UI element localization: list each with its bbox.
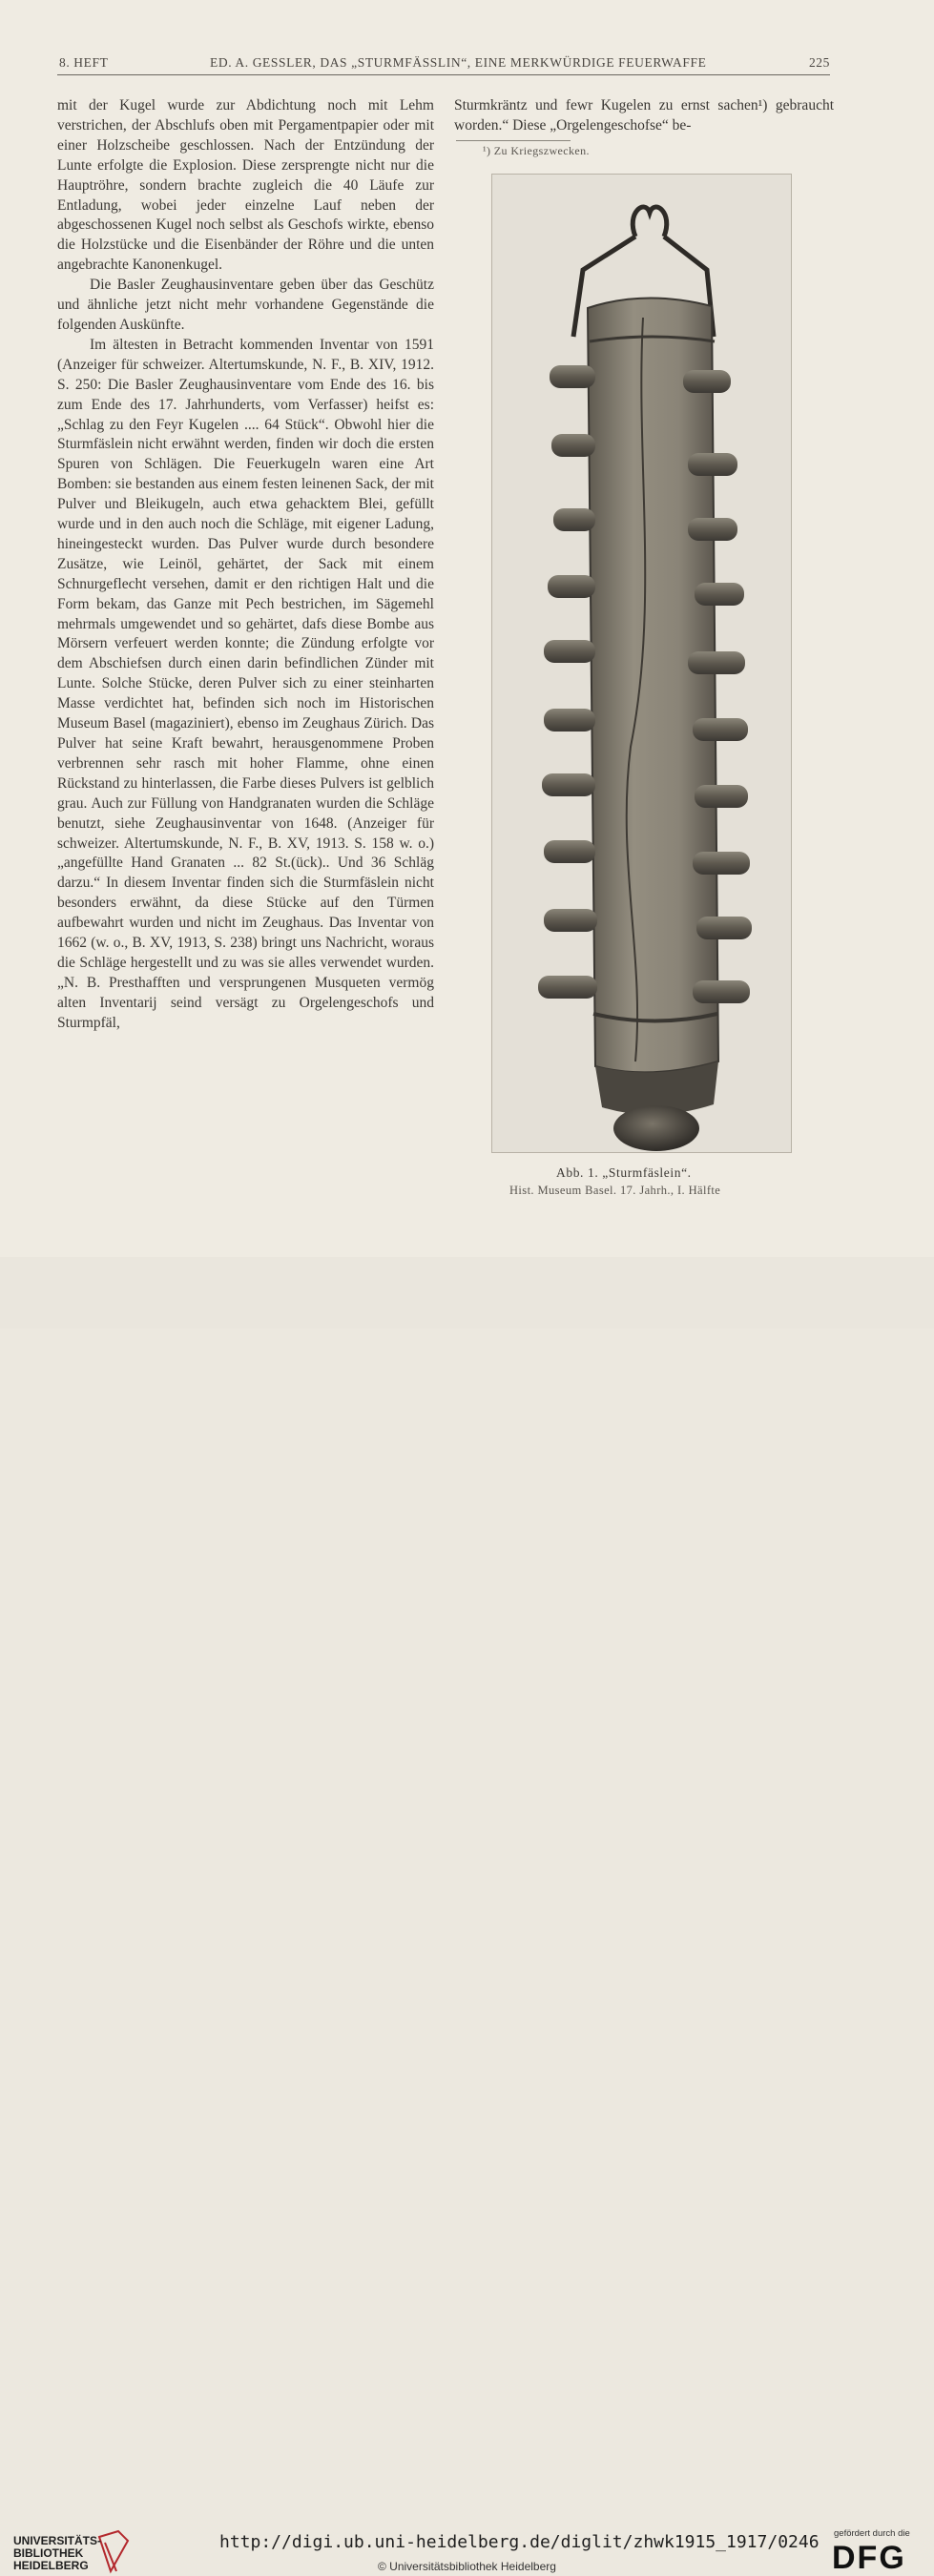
funded-by-label: gefördert durch die (834, 2528, 910, 2539)
barrel-tube (688, 651, 745, 674)
barrel-tube (688, 453, 737, 476)
figure-caption-source: Hist. Museum Basel. 17. Jahrh., I. Hälfte (509, 1184, 721, 1197)
barrel-tube (542, 773, 595, 796)
barrel-tube (544, 909, 597, 932)
barrel-tube (695, 583, 744, 606)
viewer-footer (0, 1257, 934, 2576)
sturmfaesslein-image (492, 175, 791, 1152)
barrel-body (588, 298, 718, 1072)
figure-caption-title: Abb. 1. „Sturmfäslein“. (556, 1165, 692, 1180)
figure-photo (491, 174, 792, 1153)
paragraph-3: Im ältesten in Betracht kommenden Inventar von 1591 (Anzeiger für schweizer. Altertumskunde, N. F., B. XIV, 1912. S. 250: Die Basler Zeughausinventare vom Ende des 16. bis zum Ende des 17. Jahrhunderts, vom Verfasser) heifst es: „Schlag zu den Feyr Kugelen .... 64 Stück“. Obwohl hier die Sturmfäslein nicht erwähnt werden, finden wir doch die ersten Spuren von Schlägen. Die Feuerkugeln waren eine Art Bomben: sie bestanden aus einem festen leinenen Sack, der mit Pulver und Bleikugeln, auch etwa gehacktem Blei, gefüllt wurde und in den auch noch die Schläge, mit eigener Ladung, hineingesteckt wurden. Das Pulver wurde durch besondere Zusätze, wie Leinöl, gehärtet, der Sack mit einem Schnurgeflecht versehen, damit er den richtigen Halt und die Form bekam, das Ganze mit Pech bestrichen, im Sägemehl mehrmals umgewendet und so gehärtet, dafs diese Bombe aus Mörsern verfeuert werden konnte; die Zündung erfolgte vor dem Abschiefsen durch einen darin befindlichen Zünder mit Lunte. Solche Stücke, deren Pulver sich zu einer steinharten Masse verdichtet hat, befinden sich noch im Historischen Museum Basel (magaziniert), ebenso im Zeughaus Zürich. Das Pulver hat seine Kraft bewahrt, herausgenommene Proben verbrennen sehr rasch mit hoher Flamme, ohne einen Rückstand zu hinterlassen, die Farbe dieses Pulvers ist gelblich grau. Auch zur Füllung von Handgranaten wurden die Schläge benutzt, siehe Zeughausinventar von 1648. (Anzeiger für schweizer. Altertumskunde, N. F., B. XV, 1913. S. 158 w. o.) „angefüllte Hand Granaten ... 82 St.(ück).. Und 36 Schläg darzu.“ In diesem Inventar finden sich die Sturmfäslein nicht besonders erwähnt, da diese Stücke auf den Türmen aufbewahrt wurden und nicht im Zeughaus. Das Inventar von 1662 (w. o., B. XV, 1913, S. 238) bringt uns Nachricht, woraus die Schläge hergestellt und zu was sie alles verwendet wurden. „N. B. Presthafften und versprungenen Musqueten vermög alten Inventarij seind versägt zu Orgelengeschofs und Sturmpfäl, (57, 336, 434, 1031)
barrel-tube (693, 980, 750, 1003)
paragraph-2: Die Basler Zeughausinventare geben über das Geschütz und ähnliche jetzt nicht mehr vorhandene Gegenstände die folgenden Auskünfte. (57, 277, 434, 333)
barrel-tube (696, 917, 752, 939)
barrel-tube (548, 575, 595, 598)
dfg-logo: DFG (832, 2540, 906, 2576)
running-head (57, 55, 830, 76)
copyright-notice: © Universitätsbibliothek Heidelberg (378, 2560, 556, 2573)
right-text-column: Sturmkräntz und fewr Kugelen zu ernst sachen¹) gebraucht worden.“ Diese „Orgelengeschofse“ be- (454, 97, 834, 134)
footnote: ¹) Zu Kriegszwecken. (483, 144, 590, 157)
barrel-tube (538, 976, 597, 999)
barrel-tube (553, 508, 595, 531)
footnote-rule (456, 140, 571, 141)
barrel-tube (693, 852, 750, 875)
header-rule (57, 74, 830, 75)
barrel-tube (688, 518, 737, 541)
page-number: 225 (808, 55, 830, 70)
barrel-tube (544, 709, 595, 732)
paragraph-1: mit der Kugel wurde zur Abdichtung noch mit Lehm verstrichen, der Abschlufs oben mit Pergamentpapier oder mit einer Holzscheibe geschlossen. Nach der Entzündung der Lunte erfolgte die Explosion. Diese zersprengte nicht nur die Hauptröhre, sondern brachte zugleich die 40 Läufe zur Entladung, wobei jeder einzelne Lauf neben der abgeschossenen Kugel noch selbst als Geschofs wirkte, ebenso die Holzstücke und die Eisenbänder der Röhre und die unten angebrachte Kanonenkugel. (57, 97, 434, 274)
barrel-tube (695, 785, 748, 808)
barrel-tube (551, 434, 595, 457)
barrel-tube (683, 370, 731, 393)
cannon-ball (613, 1105, 699, 1151)
hanging-hook (633, 207, 667, 237)
barrel-tube (544, 840, 595, 863)
left-text-column (57, 96, 434, 1034)
library-name: UNIVERSITÄTS- BIBLIOTHEK HEIDELBERG (13, 2534, 102, 2572)
permalink-url[interactable]: http://digi.ub.uni-heidelberg.de/diglit/zhwk1915_1917/0246 (219, 2532, 820, 2552)
issue-label: 8. HEFT (59, 55, 109, 70)
article-title: ED. A. GESSLER, DAS „STURMFÄSSLIN“, EINE MERKWÜRDIGE FEUERWAFFE (210, 55, 707, 70)
scanned-page (0, 0, 934, 1257)
barrel-tube (550, 365, 595, 388)
barrel-tube (544, 640, 595, 663)
barrel-tube (693, 718, 748, 741)
